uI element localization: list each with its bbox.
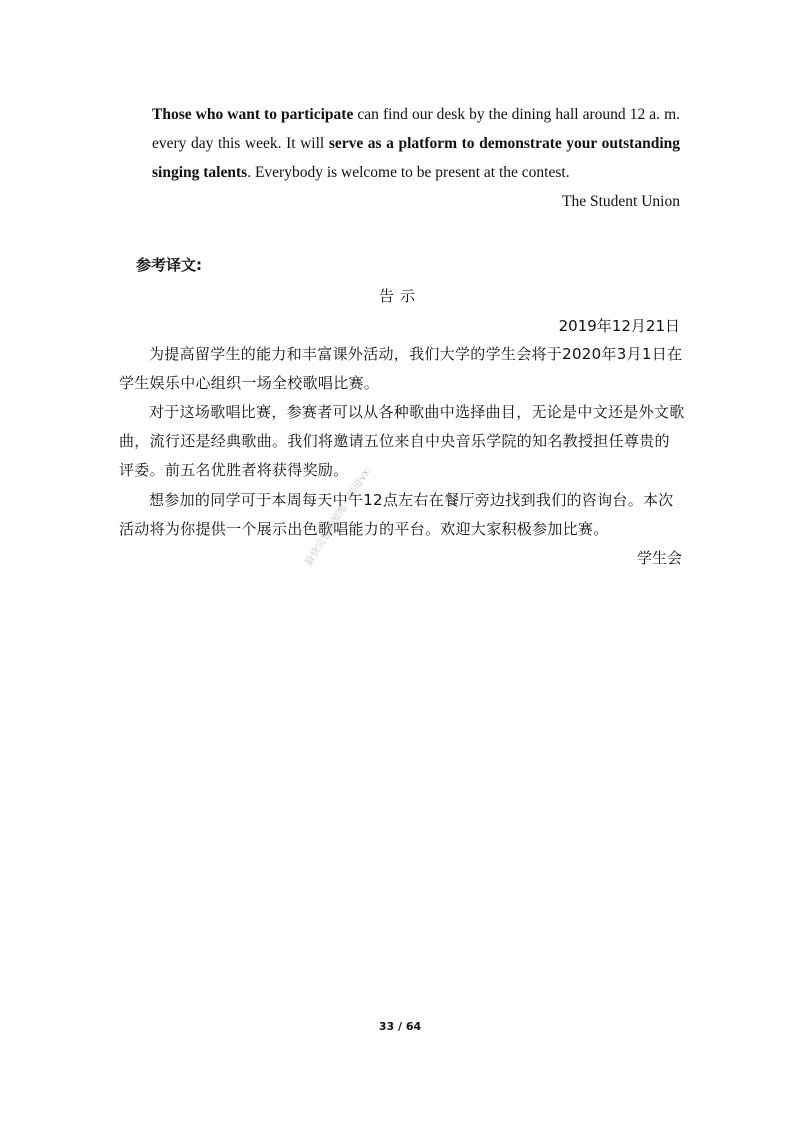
page-number: 33 / 64 xyxy=(378,1020,422,1033)
english-signature: The Student Union xyxy=(562,193,680,210)
english-text-1: can find our desk by the dining hall around 12 a. m. every day this week. It will xyxy=(152,106,680,152)
english-paragraph xyxy=(152,100,680,187)
notice-title: 告示 xyxy=(378,287,421,305)
chinese-paragraph-2: 对于这场歌唱比赛，参赛者可以从各种歌曲中选择曲目，无论是中文还是外文歌曲，流行还是经典歌曲。我们将邀请五位来自中央音乐学院的知名教授担任尊贵的评委。前五名优胜者将获得奖励。 xyxy=(119,403,685,479)
english-text-2: . Everybody is welcome to be present at the contest. xyxy=(247,164,570,181)
notice-date: 2019年12月21日 xyxy=(558,317,680,335)
chinese-signature: 学生会 xyxy=(636,549,682,567)
translation-heading: 参考译文: xyxy=(136,256,202,274)
chinese-paragraph-1: 为提高留学生的能力和丰富课外活动，我们大学的学生会将于2020年3月1日在学生娱乐中心组织一场全校歌唱比赛。 xyxy=(119,345,683,392)
bold-phrase-participate: Those who want to participate xyxy=(152,106,354,123)
chinese-paragraph-3: 想参加的同学可于本周每天中午12点左右在餐厅旁边找到我们的咨询台。本次活动将为你提供一个展示出色歌唱能力的平台。欢迎大家积极参加比赛。 xyxy=(119,491,674,538)
bold-phrase-platform: serve as a platform to demonstrate your outstanding singing talents xyxy=(152,135,680,181)
watermark-text: 最快完整资源唯一渠道vx: xyxy=(303,464,374,568)
